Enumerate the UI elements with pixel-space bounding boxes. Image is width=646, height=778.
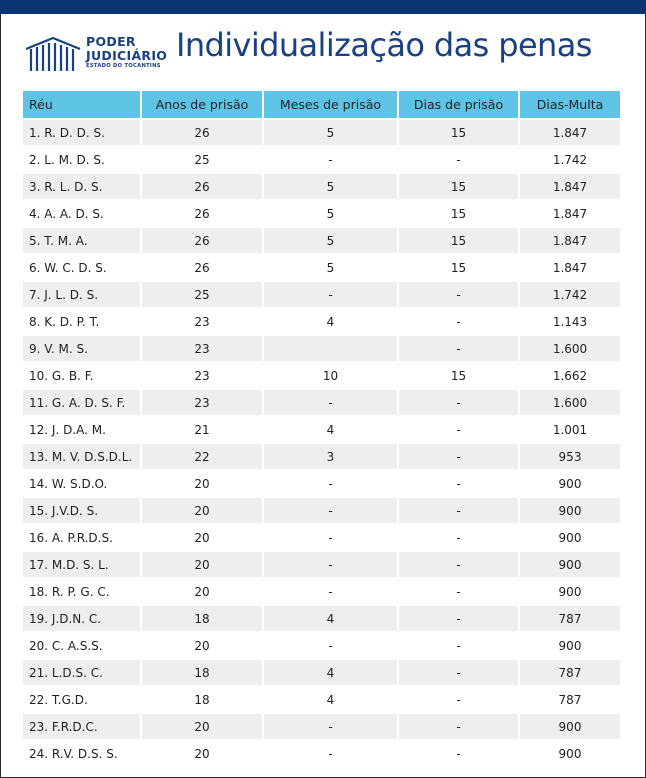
table-row — [23, 469, 620, 496]
cell-reu: 23. F.R.D.C. — [23, 712, 142, 739]
poder-judiciario-logo — [24, 33, 174, 73]
cell-anos: 22 — [142, 442, 264, 469]
cell-meses: 3 — [264, 442, 399, 469]
cell-dias-multa: 1.600 — [520, 334, 620, 361]
cell-dias-multa: 787 — [520, 658, 620, 685]
cell-reu: 19. J.D.N. C. — [23, 604, 142, 631]
cell-dias: 15 — [399, 253, 520, 280]
cell-dias: 15 — [399, 361, 520, 388]
cell-reu: 4. A. A. D. S. — [23, 199, 142, 226]
logo-text — [86, 36, 167, 69]
column-header-dias: Dias de prisão — [399, 91, 520, 118]
cell-meses: - — [264, 523, 399, 550]
cell-dias-multa: 1.600 — [520, 388, 620, 415]
cell-meses: 4 — [264, 415, 399, 442]
cell-dias: - — [399, 658, 520, 685]
cell-meses: 5 — [264, 226, 399, 253]
cell-meses: 4 — [264, 604, 399, 631]
cell-dias: - — [399, 523, 520, 550]
cell-meses: - — [264, 145, 399, 172]
cell-anos: 26 — [142, 118, 264, 145]
cell-dias: - — [399, 415, 520, 442]
cell-reu: 5. T. M. A. — [23, 226, 142, 253]
cell-dias-multa: 1.847 — [520, 172, 620, 199]
cell-dias-multa: 1.143 — [520, 307, 620, 334]
cell-reu: 11. G. A. D. S. F. — [23, 388, 142, 415]
cell-reu: 14. W. S.D.O. — [23, 469, 142, 496]
table-row — [23, 118, 620, 145]
table-row — [23, 307, 620, 334]
cell-dias-multa: 1.001 — [520, 415, 620, 442]
table-row — [23, 280, 620, 307]
cell-dias: - — [399, 577, 520, 604]
cell-meses: - — [264, 550, 399, 577]
courthouse-columns-icon — [24, 35, 82, 73]
column-header-dias-multa: Dias-Multa — [520, 91, 620, 118]
cell-dias: - — [399, 496, 520, 523]
cell-dias-multa: 1.847 — [520, 199, 620, 226]
table-header-row — [23, 91, 620, 118]
logo-line-estado: ESTADO DO TOCANTINS — [86, 63, 161, 69]
table-row — [23, 199, 620, 226]
cell-reu: 22. T.G.D. — [23, 685, 142, 712]
table-row — [23, 172, 620, 199]
cell-reu: 9. V. M. S. — [23, 334, 142, 361]
cell-meses: - — [264, 496, 399, 523]
logo-line-judiciario: JUDICIÁRIO — [86, 47, 168, 63]
table-row — [23, 685, 620, 712]
cell-dias-multa: 1.847 — [520, 253, 620, 280]
cell-dias: - — [399, 280, 520, 307]
cell-reu: 8. K. D. P. T. — [23, 307, 142, 334]
cell-reu: 20. C. A.S.S. — [23, 631, 142, 658]
cell-anos: 20 — [142, 577, 264, 604]
table-row — [23, 739, 620, 766]
table-row — [23, 658, 620, 685]
cell-reu: 16. A. P.R.D.S. — [23, 523, 142, 550]
page-title: Individualização das penas — [176, 26, 592, 64]
cell-dias: - — [399, 631, 520, 658]
cell-meses: 5 — [264, 118, 399, 145]
cell-dias-multa: 900 — [520, 523, 620, 550]
header — [22, 28, 622, 78]
table-row — [23, 334, 620, 361]
cell-meses: 5 — [264, 172, 399, 199]
cell-anos: 20 — [142, 550, 264, 577]
cell-reu: 13. M. V. D.S.D.L. — [23, 442, 142, 469]
cell-meses: - — [264, 469, 399, 496]
cell-anos: 23 — [142, 307, 264, 334]
cell-anos: 20 — [142, 523, 264, 550]
cell-dias: - — [399, 604, 520, 631]
cell-dias-multa: 1.742 — [520, 145, 620, 172]
cell-dias: 15 — [399, 226, 520, 253]
table-body — [23, 118, 620, 766]
cell-dias: - — [399, 388, 520, 415]
cell-reu: 6. W. C. D. S. — [23, 253, 142, 280]
cell-dias-multa: 900 — [520, 496, 620, 523]
cell-dias-multa: 900 — [520, 469, 620, 496]
cell-anos: 26 — [142, 226, 264, 253]
cell-dias: 15 — [399, 199, 520, 226]
table-row — [23, 523, 620, 550]
column-header-reu: Réu — [23, 91, 142, 118]
cell-dias: 15 — [399, 172, 520, 199]
cell-meses: 5 — [264, 199, 399, 226]
table-row — [23, 577, 620, 604]
cell-dias-multa: 1.847 — [520, 118, 620, 145]
column-header-meses: Meses de prisão — [264, 91, 399, 118]
cell-meses: 4 — [264, 307, 399, 334]
cell-meses: 4 — [264, 658, 399, 685]
logo-line-poder: PODER — [86, 34, 136, 49]
table-row — [23, 496, 620, 523]
cell-dias-multa: 900 — [520, 550, 620, 577]
top-bar — [0, 0, 646, 14]
cell-dias: 15 — [399, 118, 520, 145]
cell-dias: - — [399, 307, 520, 334]
cell-anos: 23 — [142, 334, 264, 361]
cell-dias-multa: 953 — [520, 442, 620, 469]
cell-dias: - — [399, 442, 520, 469]
cell-meses: - — [264, 577, 399, 604]
table-row — [23, 442, 620, 469]
cell-meses: - — [264, 280, 399, 307]
cell-anos: 26 — [142, 253, 264, 280]
cell-dias-multa: 1.662 — [520, 361, 620, 388]
cell-anos: 23 — [142, 361, 264, 388]
cell-reu: 12. J. D.A. M. — [23, 415, 142, 442]
cell-reu: 17. M.D. S. L. — [23, 550, 142, 577]
table-row — [23, 712, 620, 739]
cell-anos: 25 — [142, 280, 264, 307]
table-row — [23, 226, 620, 253]
cell-anos: 20 — [142, 631, 264, 658]
table-row — [23, 361, 620, 388]
cell-anos: 20 — [142, 469, 264, 496]
table-row — [23, 631, 620, 658]
cell-anos: 23 — [142, 388, 264, 415]
column-header-anos: Anos de prisão — [142, 91, 264, 118]
cell-dias-multa: 1.742 — [520, 280, 620, 307]
sentences-table — [23, 91, 620, 766]
cell-anos: 18 — [142, 604, 264, 631]
cell-anos: 20 — [142, 496, 264, 523]
cell-anos: 18 — [142, 658, 264, 685]
cell-reu: 18. R. P. G. C. — [23, 577, 142, 604]
cell-meses: - — [264, 712, 399, 739]
cell-dias-multa: 787 — [520, 604, 620, 631]
table-row — [23, 550, 620, 577]
cell-dias-multa: 900 — [520, 739, 620, 766]
cell-reu: 10. G. B. F. — [23, 361, 142, 388]
cell-dias-multa: 1.847 — [520, 226, 620, 253]
cell-dias: - — [399, 712, 520, 739]
cell-anos: 21 — [142, 415, 264, 442]
cell-meses: - — [264, 388, 399, 415]
cell-anos: 20 — [142, 739, 264, 766]
cell-dias-multa: 900 — [520, 631, 620, 658]
cell-reu: 21. L.D.S. C. — [23, 658, 142, 685]
cell-dias-multa: 900 — [520, 712, 620, 739]
cell-meses: 4 — [264, 685, 399, 712]
cell-anos: 26 — [142, 172, 264, 199]
cell-anos: 18 — [142, 685, 264, 712]
table-row — [23, 388, 620, 415]
cell-dias-multa: 787 — [520, 685, 620, 712]
cell-dias: - — [399, 550, 520, 577]
cell-anos: 26 — [142, 199, 264, 226]
table-row — [23, 145, 620, 172]
cell-anos: 20 — [142, 712, 264, 739]
cell-reu: 24. R.V. D.S. S. — [23, 739, 142, 766]
table-row — [23, 415, 620, 442]
cell-reu: 3. R. L. D. S. — [23, 172, 142, 199]
cell-dias-multa: 900 — [520, 577, 620, 604]
cell-meses: 10 — [264, 361, 399, 388]
cell-meses: 5 — [264, 253, 399, 280]
cell-dias: - — [399, 145, 520, 172]
cell-reu: 1. R. D. D. S. — [23, 118, 142, 145]
cell-meses — [264, 334, 399, 361]
cell-meses: - — [264, 631, 399, 658]
cell-dias: - — [399, 685, 520, 712]
cell-dias: - — [399, 334, 520, 361]
cell-dias: - — [399, 739, 520, 766]
table-row — [23, 253, 620, 280]
cell-anos: 25 — [142, 145, 264, 172]
cell-dias: - — [399, 469, 520, 496]
cell-reu: 2. L. M. D. S. — [23, 145, 142, 172]
table-row — [23, 604, 620, 631]
cell-reu: 15. J.V.D. S. — [23, 496, 142, 523]
cell-meses: - — [264, 739, 399, 766]
cell-reu: 7. J. L. D. S. — [23, 280, 142, 307]
